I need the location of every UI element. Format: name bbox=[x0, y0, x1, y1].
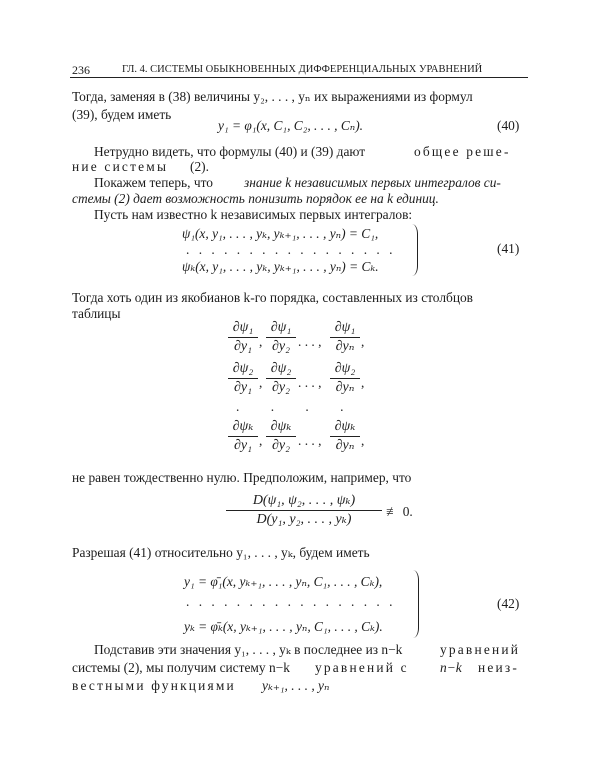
jacobian-sep: , bbox=[259, 334, 263, 349]
para3-line2: стемы (2) дает возможность понизить порядок ее на k единиц. bbox=[72, 191, 439, 206]
jacobian-r3-c2: ∂ψₖ ∂y₂ bbox=[266, 419, 296, 454]
jacobian-sep: , bbox=[361, 375, 365, 390]
jacobian-sep: , bbox=[361, 433, 365, 448]
equation-42-label: (42) bbox=[497, 596, 520, 611]
jacobian-dots: . . . . bbox=[236, 399, 358, 414]
para3-line1-a: Покажем теперь, что bbox=[94, 175, 213, 190]
header-rule bbox=[70, 77, 528, 78]
page-number: 236 bbox=[72, 63, 90, 77]
para1-line1: Тогда, заменяя в (38) величины y₂, . . . , yₙ их выражениями из формул bbox=[72, 89, 473, 104]
equation-41-row1: ψ₁(x, y₁, . . . , yₖ, yₖ₊₁, . . . , yₙ) = C₁, bbox=[182, 226, 379, 241]
para5-line2: таблицы bbox=[72, 306, 121, 321]
equation-40-label: (40) bbox=[497, 118, 520, 133]
para8-line2-a: системы (2), мы получим систему n−k bbox=[72, 660, 290, 675]
para5-line1: Тогда хоть один из якобианов k-го порядка, составленных из столбцов bbox=[72, 290, 474, 305]
jacobian-sep: , bbox=[259, 375, 263, 390]
para2-line2-b: (2). bbox=[190, 159, 209, 174]
para2-line2-a: ние системы bbox=[72, 159, 169, 174]
jacobian-r2-c2: ∂ψ₂ ∂y₂ bbox=[266, 361, 296, 396]
jacobian-r1-c2: ∂ψ₁ ∂y₂ bbox=[266, 320, 296, 355]
jacobian-r1-c3: ∂ψ₁ ∂yₙ bbox=[330, 320, 360, 355]
jacobian-ellipsis: . . . , bbox=[298, 433, 322, 448]
para3-line1-b: знание k независимых первых интегралов си- bbox=[244, 175, 501, 190]
running-title: ГЛ. 4. СИСТЕМЫ ОБЫКНОВЕННЫХ ДИФФЕРЕНЦИАЛЬНЫХ УРАВНЕНИЙ bbox=[122, 64, 483, 75]
jacobian-r2-c1: ∂ψ₂ ∂y₁ bbox=[228, 361, 258, 396]
para8-line2-c: n−k bbox=[440, 660, 462, 675]
determinant-fraction: D(ψ₁, ψ₂, . . . , ψₖ) D(y₁, y₂, . . . , yₖ) bbox=[226, 493, 382, 528]
jacobian-r3-c1: ∂ψₖ ∂y₁ bbox=[228, 419, 258, 454]
para1-line2: (39), будем иметь bbox=[72, 107, 172, 122]
jacobian-r2-c3: ∂ψ₂ ∂yₙ bbox=[330, 361, 360, 396]
jacobian-r1-c1: ∂ψ₁ ∂y₁ bbox=[228, 320, 258, 355]
para8-line2-d: неиз- bbox=[478, 660, 520, 675]
para7-line1: Разрешая (41) относительно y₁, . . . , yₖ, будем иметь bbox=[72, 545, 370, 560]
equation-41-row2: ψₖ(x, y₁, . . . , yₖ, yₖ₊₁, . . . , yₙ) = Cₖ. bbox=[182, 259, 379, 274]
jacobian-ellipsis: . . . , bbox=[298, 375, 322, 390]
para8-line2-b: уравнений с bbox=[315, 660, 409, 675]
para2-line1-b: общее реше- bbox=[414, 144, 511, 159]
equation-41-dots: . . . . . . . . . . . . . . . . . bbox=[186, 242, 396, 257]
para8-line1-b: уравнений bbox=[440, 642, 521, 657]
para2-line1-a: Нетрудно видеть, что формулы (40) и (39) дают bbox=[94, 144, 366, 159]
determinant-relation: ≢ 0. bbox=[386, 504, 413, 519]
jacobian-ellipsis: . . . , bbox=[298, 334, 322, 349]
jacobian-sep: , bbox=[259, 433, 263, 448]
equation-41-label: (41) bbox=[497, 241, 520, 256]
jacobian-r3-c3: ∂ψₖ ∂yₙ bbox=[330, 419, 360, 454]
para8-line1-a: Подставив эти значения y₁, . . . , yₖ в последнее из n−k bbox=[94, 642, 403, 657]
equation-42-row1: y₁ = φ̄₁(x, yₖ₊₁, . . . , yₙ, C₁, . . . , Cₖ), bbox=[184, 574, 383, 589]
para8-line3-a: вестными функциями bbox=[72, 678, 236, 693]
equation-42-dots: . . . . . . . . . . . . . . . . . bbox=[186, 594, 396, 609]
equation-41-brace bbox=[410, 224, 418, 276]
equation-42-row2: yₖ = φ̄ₖ(x, yₖ₊₁, . . . , yₙ, C₁, . . . , Cₖ). bbox=[184, 619, 383, 634]
para6-line1: не равен тождественно нулю. Предположим, например, что bbox=[72, 470, 412, 485]
equation-42-brace bbox=[411, 570, 419, 638]
para8-line3-b: yₖ₊₁, . . . , yₙ bbox=[262, 678, 330, 693]
equation-40: y₁ = φ₁(x, C₁, C₂, . . . , Cₙ). bbox=[218, 118, 364, 133]
jacobian-sep: , bbox=[361, 334, 365, 349]
para4-line1: Пусть нам известно k независимых первых интегралов: bbox=[94, 207, 413, 222]
